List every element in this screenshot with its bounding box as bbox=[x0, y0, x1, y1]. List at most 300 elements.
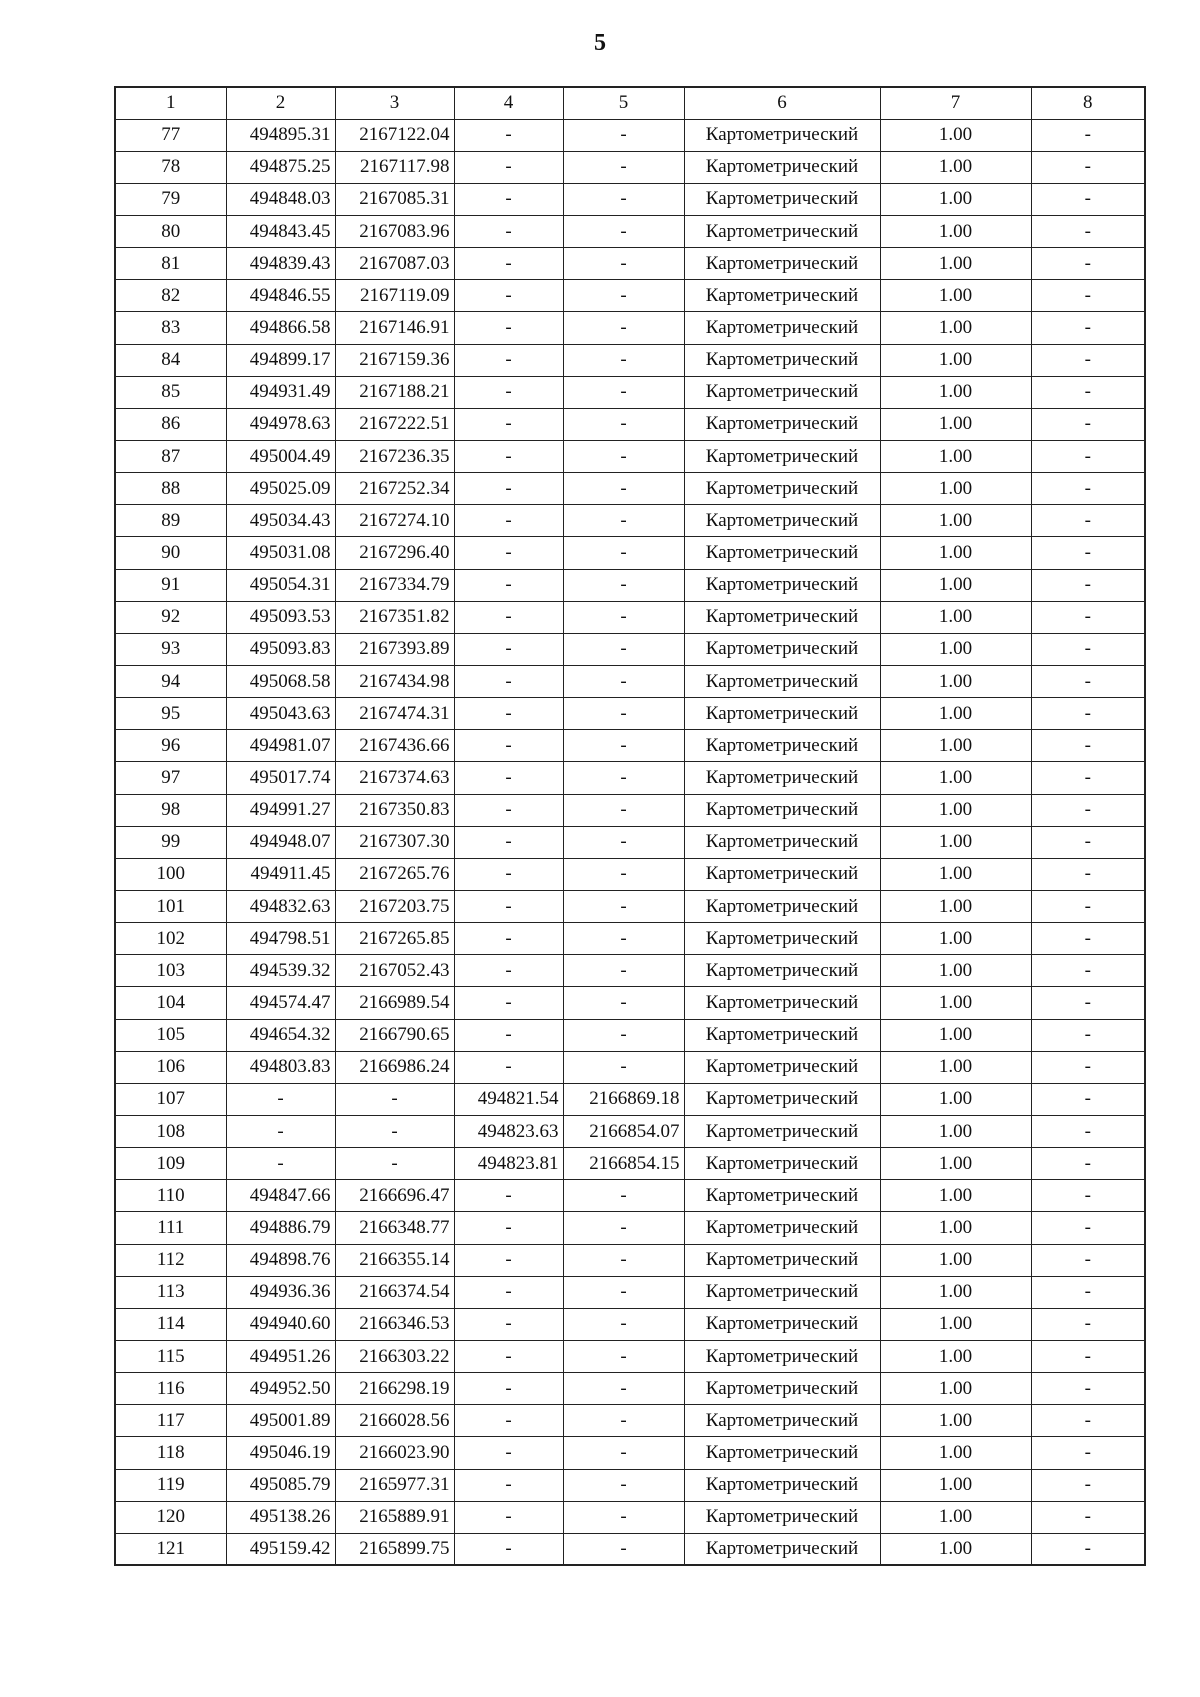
table-body bbox=[115, 119, 1145, 1565]
y-coordinate-cell: 2167085.31 bbox=[335, 183, 454, 215]
y-new-coordinate-cell: - bbox=[563, 1276, 684, 1308]
table-row bbox=[115, 1373, 1145, 1405]
accuracy-cell: 1.00 bbox=[880, 248, 1031, 280]
x-new-coordinate-cell: - bbox=[454, 1373, 563, 1405]
y-new-coordinate-cell: - bbox=[563, 1019, 684, 1051]
x-coordinate-cell: - bbox=[226, 1116, 335, 1148]
accuracy-cell: 1.00 bbox=[880, 923, 1031, 955]
description-cell: - bbox=[1031, 183, 1145, 215]
y-new-coordinate-cell: - bbox=[563, 698, 684, 730]
x-coordinate-cell: 494952.50 bbox=[226, 1373, 335, 1405]
description-cell: - bbox=[1031, 1533, 1145, 1565]
x-new-coordinate-cell: 494821.54 bbox=[454, 1083, 563, 1115]
column-header: 6 bbox=[684, 87, 880, 119]
accuracy-cell: 1.00 bbox=[880, 633, 1031, 665]
table-row bbox=[115, 505, 1145, 537]
description-cell: - bbox=[1031, 633, 1145, 665]
description-cell: - bbox=[1031, 1276, 1145, 1308]
y-coordinate-cell: 2166028.56 bbox=[335, 1405, 454, 1437]
method-cell: Картометрический bbox=[684, 312, 880, 344]
column-header: 3 bbox=[335, 87, 454, 119]
y-new-coordinate-cell: - bbox=[563, 280, 684, 312]
column-header: 2 bbox=[226, 87, 335, 119]
accuracy-cell: 1.00 bbox=[880, 1373, 1031, 1405]
method-cell: Картометрический bbox=[684, 666, 880, 698]
table-row bbox=[115, 248, 1145, 280]
accuracy-cell: 1.00 bbox=[880, 1116, 1031, 1148]
point-number-cell: 103 bbox=[115, 955, 226, 987]
table-row bbox=[115, 1083, 1145, 1115]
point-number-cell: 83 bbox=[115, 312, 226, 344]
y-new-coordinate-cell: - bbox=[563, 441, 684, 473]
table-row bbox=[115, 1244, 1145, 1276]
y-coordinate-cell: 2167265.85 bbox=[335, 923, 454, 955]
description-cell: - bbox=[1031, 473, 1145, 505]
table-row bbox=[115, 1308, 1145, 1340]
x-coordinate-cell: 494951.26 bbox=[226, 1340, 335, 1372]
description-cell: - bbox=[1031, 1437, 1145, 1469]
method-cell: Картометрический bbox=[684, 601, 880, 633]
accuracy-cell: 1.00 bbox=[880, 569, 1031, 601]
method-cell: Картометрический bbox=[684, 1276, 880, 1308]
x-coordinate-cell: 494981.07 bbox=[226, 730, 335, 762]
y-new-coordinate-cell: - bbox=[563, 151, 684, 183]
x-new-coordinate-cell: - bbox=[454, 730, 563, 762]
method-cell: Картометрический bbox=[684, 248, 880, 280]
x-coordinate-cell: 494847.66 bbox=[226, 1180, 335, 1212]
accuracy-cell: 1.00 bbox=[880, 1340, 1031, 1372]
table-row bbox=[115, 1051, 1145, 1083]
y-coordinate-cell: 2167087.03 bbox=[335, 248, 454, 280]
table-header-row bbox=[115, 87, 1145, 119]
y-new-coordinate-cell: - bbox=[563, 344, 684, 376]
x-new-coordinate-cell: - bbox=[454, 344, 563, 376]
x-coordinate-cell: 495093.83 bbox=[226, 633, 335, 665]
table-row bbox=[115, 473, 1145, 505]
x-new-coordinate-cell: - bbox=[454, 119, 563, 151]
table-row bbox=[115, 183, 1145, 215]
x-coordinate-cell: 495034.43 bbox=[226, 505, 335, 537]
x-coordinate-cell: 495004.49 bbox=[226, 441, 335, 473]
x-coordinate-cell: 495054.31 bbox=[226, 569, 335, 601]
description-cell: - bbox=[1031, 601, 1145, 633]
x-new-coordinate-cell: - bbox=[454, 1212, 563, 1244]
accuracy-cell: 1.00 bbox=[880, 119, 1031, 151]
y-coordinate-cell: 2166989.54 bbox=[335, 987, 454, 1019]
y-new-coordinate-cell: - bbox=[563, 1533, 684, 1565]
y-new-coordinate-cell: - bbox=[563, 119, 684, 151]
y-coordinate-cell: 2166374.54 bbox=[335, 1276, 454, 1308]
description-cell: - bbox=[1031, 1501, 1145, 1533]
x-new-coordinate-cell: - bbox=[454, 1437, 563, 1469]
y-coordinate-cell: 2167119.09 bbox=[335, 280, 454, 312]
x-new-coordinate-cell: - bbox=[454, 1405, 563, 1437]
table-row bbox=[115, 569, 1145, 601]
point-number-cell: 91 bbox=[115, 569, 226, 601]
description-cell: - bbox=[1031, 858, 1145, 890]
description-cell: - bbox=[1031, 1373, 1145, 1405]
point-number-cell: 112 bbox=[115, 1244, 226, 1276]
y-new-coordinate-cell: - bbox=[563, 1244, 684, 1276]
accuracy-cell: 1.00 bbox=[880, 1501, 1031, 1533]
accuracy-cell: 1.00 bbox=[880, 344, 1031, 376]
x-coordinate-cell: - bbox=[226, 1148, 335, 1180]
y-coordinate-cell: 2166790.65 bbox=[335, 1019, 454, 1051]
accuracy-cell: 1.00 bbox=[880, 698, 1031, 730]
x-new-coordinate-cell: - bbox=[454, 183, 563, 215]
point-number-cell: 101 bbox=[115, 891, 226, 923]
x-coordinate-cell: 495093.53 bbox=[226, 601, 335, 633]
description-cell: - bbox=[1031, 666, 1145, 698]
coordinates-table bbox=[114, 86, 1146, 1566]
y-coordinate-cell: 2167307.30 bbox=[335, 826, 454, 858]
y-coordinate-cell: 2167188.21 bbox=[335, 376, 454, 408]
x-coordinate-cell: 494978.63 bbox=[226, 408, 335, 440]
accuracy-cell: 1.00 bbox=[880, 826, 1031, 858]
description-cell: - bbox=[1031, 280, 1145, 312]
table-row bbox=[115, 1501, 1145, 1533]
accuracy-cell: 1.00 bbox=[880, 1308, 1031, 1340]
method-cell: Картометрический bbox=[684, 151, 880, 183]
description-cell: - bbox=[1031, 505, 1145, 537]
method-cell: Картометрический bbox=[684, 1180, 880, 1212]
y-new-coordinate-cell: - bbox=[563, 1212, 684, 1244]
method-cell: Картометрический bbox=[684, 1212, 880, 1244]
y-coordinate-cell: 2167236.35 bbox=[335, 441, 454, 473]
x-new-coordinate-cell: - bbox=[454, 151, 563, 183]
x-coordinate-cell: 494898.76 bbox=[226, 1244, 335, 1276]
accuracy-cell: 1.00 bbox=[880, 537, 1031, 569]
table-row bbox=[115, 762, 1145, 794]
x-coordinate-cell: 495031.08 bbox=[226, 537, 335, 569]
y-coordinate-cell: 2167474.31 bbox=[335, 698, 454, 730]
point-number-cell: 109 bbox=[115, 1148, 226, 1180]
x-new-coordinate-cell: - bbox=[454, 537, 563, 569]
column-header: 4 bbox=[454, 87, 563, 119]
y-coordinate-cell: 2167052.43 bbox=[335, 955, 454, 987]
table-row bbox=[115, 923, 1145, 955]
description-cell: - bbox=[1031, 891, 1145, 923]
x-new-coordinate-cell: - bbox=[454, 1533, 563, 1565]
table-row bbox=[115, 1212, 1145, 1244]
description-cell: - bbox=[1031, 923, 1145, 955]
page-number: 5 bbox=[594, 30, 606, 56]
accuracy-cell: 1.00 bbox=[880, 312, 1031, 344]
description-cell: - bbox=[1031, 344, 1145, 376]
y-coordinate-cell: 2167146.91 bbox=[335, 312, 454, 344]
description-cell: - bbox=[1031, 987, 1145, 1019]
point-number-cell: 82 bbox=[115, 280, 226, 312]
y-coordinate-cell: 2167334.79 bbox=[335, 569, 454, 601]
y-new-coordinate-cell: - bbox=[563, 248, 684, 280]
point-number-cell: 90 bbox=[115, 537, 226, 569]
y-new-coordinate-cell: - bbox=[563, 666, 684, 698]
point-number-cell: 89 bbox=[115, 505, 226, 537]
x-coordinate-cell: 495017.74 bbox=[226, 762, 335, 794]
x-new-coordinate-cell: - bbox=[454, 248, 563, 280]
x-new-coordinate-cell: - bbox=[454, 1276, 563, 1308]
y-new-coordinate-cell: - bbox=[563, 183, 684, 215]
x-new-coordinate-cell: - bbox=[454, 955, 563, 987]
description-cell: - bbox=[1031, 216, 1145, 248]
x-new-coordinate-cell: - bbox=[454, 408, 563, 440]
table-row bbox=[115, 280, 1145, 312]
method-cell: Картометрический bbox=[684, 987, 880, 1019]
table-row bbox=[115, 891, 1145, 923]
method-cell: Картометрический bbox=[684, 826, 880, 858]
accuracy-cell: 1.00 bbox=[880, 762, 1031, 794]
y-coordinate-cell: 2165899.75 bbox=[335, 1533, 454, 1565]
method-cell: Картометрический bbox=[684, 633, 880, 665]
y-coordinate-cell: 2167351.82 bbox=[335, 601, 454, 633]
table-row bbox=[115, 794, 1145, 826]
point-number-cell: 105 bbox=[115, 1019, 226, 1051]
y-coordinate-cell: 2166696.47 bbox=[335, 1180, 454, 1212]
point-number-cell: 121 bbox=[115, 1533, 226, 1565]
table-row bbox=[115, 826, 1145, 858]
table-row bbox=[115, 1469, 1145, 1501]
table-row bbox=[115, 216, 1145, 248]
method-cell: Картометрический bbox=[684, 537, 880, 569]
table-row bbox=[115, 1019, 1145, 1051]
point-number-cell: 79 bbox=[115, 183, 226, 215]
accuracy-cell: 1.00 bbox=[880, 891, 1031, 923]
method-cell: Картометрический bbox=[684, 955, 880, 987]
y-coordinate-cell: 2167265.76 bbox=[335, 858, 454, 890]
x-coordinate-cell: 494803.83 bbox=[226, 1051, 335, 1083]
x-new-coordinate-cell: - bbox=[454, 1308, 563, 1340]
method-cell: Картометрический bbox=[684, 762, 880, 794]
point-number-cell: 106 bbox=[115, 1051, 226, 1083]
x-coordinate-cell: 494866.58 bbox=[226, 312, 335, 344]
point-number-cell: 118 bbox=[115, 1437, 226, 1469]
y-new-coordinate-cell: - bbox=[563, 762, 684, 794]
point-number-cell: 110 bbox=[115, 1180, 226, 1212]
y-coordinate-cell: - bbox=[335, 1148, 454, 1180]
column-header: 1 bbox=[115, 87, 226, 119]
x-new-coordinate-cell: 494823.81 bbox=[454, 1148, 563, 1180]
y-new-coordinate-cell: - bbox=[563, 1340, 684, 1372]
point-number-cell: 95 bbox=[115, 698, 226, 730]
x-new-coordinate-cell: - bbox=[454, 312, 563, 344]
table-row bbox=[115, 151, 1145, 183]
y-new-coordinate-cell: - bbox=[563, 1469, 684, 1501]
description-cell: - bbox=[1031, 441, 1145, 473]
method-cell: Картометрический bbox=[684, 1469, 880, 1501]
description-cell: - bbox=[1031, 408, 1145, 440]
description-cell: - bbox=[1031, 698, 1145, 730]
point-number-cell: 96 bbox=[115, 730, 226, 762]
x-coordinate-cell: 494843.45 bbox=[226, 216, 335, 248]
point-number-cell: 97 bbox=[115, 762, 226, 794]
y-new-coordinate-cell: - bbox=[563, 1180, 684, 1212]
method-cell: Картометрический bbox=[684, 794, 880, 826]
point-number-cell: 92 bbox=[115, 601, 226, 633]
method-cell: Картометрический bbox=[684, 473, 880, 505]
method-cell: Картометрический bbox=[684, 216, 880, 248]
y-new-coordinate-cell: - bbox=[563, 1501, 684, 1533]
point-number-cell: 113 bbox=[115, 1276, 226, 1308]
y-coordinate-cell: 2166298.19 bbox=[335, 1373, 454, 1405]
y-coordinate-cell: - bbox=[335, 1083, 454, 1115]
method-cell: Картометрический bbox=[684, 1501, 880, 1533]
table-row bbox=[115, 537, 1145, 569]
table-row bbox=[115, 1533, 1145, 1565]
y-new-coordinate-cell: - bbox=[563, 376, 684, 408]
accuracy-cell: 1.00 bbox=[880, 473, 1031, 505]
accuracy-cell: 1.00 bbox=[880, 955, 1031, 987]
y-coordinate-cell: 2167083.96 bbox=[335, 216, 454, 248]
x-coordinate-cell: 495001.89 bbox=[226, 1405, 335, 1437]
x-new-coordinate-cell: - bbox=[454, 1469, 563, 1501]
y-new-coordinate-cell: - bbox=[563, 826, 684, 858]
method-cell: Картометрический bbox=[684, 1244, 880, 1276]
method-cell: Картометрический bbox=[684, 344, 880, 376]
y-new-coordinate-cell: 2166869.18 bbox=[563, 1083, 684, 1115]
method-cell: Картометрический bbox=[684, 1083, 880, 1115]
point-number-cell: 99 bbox=[115, 826, 226, 858]
y-coordinate-cell: 2167159.36 bbox=[335, 344, 454, 376]
point-number-cell: 108 bbox=[115, 1116, 226, 1148]
x-new-coordinate-cell: - bbox=[454, 441, 563, 473]
y-new-coordinate-cell: - bbox=[563, 408, 684, 440]
y-coordinate-cell: 2167222.51 bbox=[335, 408, 454, 440]
x-coordinate-cell: 494991.27 bbox=[226, 794, 335, 826]
point-number-cell: 80 bbox=[115, 216, 226, 248]
description-cell: - bbox=[1031, 1244, 1145, 1276]
table-row bbox=[115, 1116, 1145, 1148]
point-number-cell: 85 bbox=[115, 376, 226, 408]
x-new-coordinate-cell: - bbox=[454, 601, 563, 633]
y-new-coordinate-cell: - bbox=[563, 473, 684, 505]
y-new-coordinate-cell: - bbox=[563, 569, 684, 601]
description-cell: - bbox=[1031, 1019, 1145, 1051]
table-row bbox=[115, 408, 1145, 440]
description-cell: - bbox=[1031, 955, 1145, 987]
point-number-cell: 94 bbox=[115, 666, 226, 698]
table-row bbox=[115, 119, 1145, 151]
y-coordinate-cell: 2167252.34 bbox=[335, 473, 454, 505]
accuracy-cell: 1.00 bbox=[880, 1533, 1031, 1565]
method-cell: Картометрический bbox=[684, 1373, 880, 1405]
description-cell: - bbox=[1031, 730, 1145, 762]
accuracy-cell: 1.00 bbox=[880, 794, 1031, 826]
x-new-coordinate-cell: - bbox=[454, 1244, 563, 1276]
description-cell: - bbox=[1031, 1180, 1145, 1212]
x-coordinate-cell: 494574.47 bbox=[226, 987, 335, 1019]
point-number-cell: 115 bbox=[115, 1340, 226, 1372]
table-row bbox=[115, 1437, 1145, 1469]
description-cell: - bbox=[1031, 762, 1145, 794]
x-coordinate-cell: 494832.63 bbox=[226, 891, 335, 923]
accuracy-cell: 1.00 bbox=[880, 151, 1031, 183]
y-new-coordinate-cell: - bbox=[563, 1308, 684, 1340]
point-number-cell: 81 bbox=[115, 248, 226, 280]
y-coordinate-cell: 2167350.83 bbox=[335, 794, 454, 826]
point-number-cell: 120 bbox=[115, 1501, 226, 1533]
y-new-coordinate-cell: - bbox=[563, 601, 684, 633]
y-coordinate-cell: 2167203.75 bbox=[335, 891, 454, 923]
description-cell: - bbox=[1031, 1116, 1145, 1148]
accuracy-cell: 1.00 bbox=[880, 666, 1031, 698]
method-cell: Картометрический bbox=[684, 505, 880, 537]
accuracy-cell: 1.00 bbox=[880, 1051, 1031, 1083]
point-number-cell: 104 bbox=[115, 987, 226, 1019]
y-new-coordinate-cell: - bbox=[563, 1051, 684, 1083]
method-cell: Картометрический bbox=[684, 1019, 880, 1051]
accuracy-cell: 1.00 bbox=[880, 601, 1031, 633]
x-coordinate-cell: 494798.51 bbox=[226, 923, 335, 955]
y-coordinate-cell: 2167122.04 bbox=[335, 119, 454, 151]
point-number-cell: 87 bbox=[115, 441, 226, 473]
table-row bbox=[115, 376, 1145, 408]
accuracy-cell: 1.00 bbox=[880, 1244, 1031, 1276]
x-coordinate-cell: 494936.36 bbox=[226, 1276, 335, 1308]
method-cell: Картометрический bbox=[684, 923, 880, 955]
accuracy-cell: 1.00 bbox=[880, 1276, 1031, 1308]
description-cell: - bbox=[1031, 1469, 1145, 1501]
accuracy-cell: 1.00 bbox=[880, 987, 1031, 1019]
x-coordinate-cell: 494940.60 bbox=[226, 1308, 335, 1340]
point-number-cell: 114 bbox=[115, 1308, 226, 1340]
x-coordinate-cell: 494839.43 bbox=[226, 248, 335, 280]
method-cell: Картометрический bbox=[684, 1148, 880, 1180]
y-coordinate-cell: 2165889.91 bbox=[335, 1501, 454, 1533]
x-coordinate-cell: 494899.17 bbox=[226, 344, 335, 376]
y-coordinate-cell: 2167434.98 bbox=[335, 666, 454, 698]
method-cell: Картометрический bbox=[684, 1437, 880, 1469]
x-coordinate-cell: - bbox=[226, 1083, 335, 1115]
point-number-cell: 77 bbox=[115, 119, 226, 151]
accuracy-cell: 1.00 bbox=[880, 730, 1031, 762]
x-new-coordinate-cell: - bbox=[454, 505, 563, 537]
x-new-coordinate-cell: - bbox=[454, 216, 563, 248]
description-cell: - bbox=[1031, 794, 1145, 826]
description-cell: - bbox=[1031, 537, 1145, 569]
column-header: 8 bbox=[1031, 87, 1145, 119]
method-cell: Картометрический bbox=[684, 891, 880, 923]
y-coordinate-cell: 2167374.63 bbox=[335, 762, 454, 794]
y-new-coordinate-cell: 2166854.07 bbox=[563, 1116, 684, 1148]
method-cell: Картометрический bbox=[684, 1308, 880, 1340]
x-new-coordinate-cell: - bbox=[454, 633, 563, 665]
method-cell: Картометрический bbox=[684, 730, 880, 762]
x-coordinate-cell: 494911.45 bbox=[226, 858, 335, 890]
x-coordinate-cell: 495068.58 bbox=[226, 666, 335, 698]
table-row bbox=[115, 601, 1145, 633]
x-coordinate-cell: 494654.32 bbox=[226, 1019, 335, 1051]
x-coordinate-cell: 495025.09 bbox=[226, 473, 335, 505]
x-coordinate-cell: 495159.42 bbox=[226, 1533, 335, 1565]
accuracy-cell: 1.00 bbox=[880, 1437, 1031, 1469]
x-coordinate-cell: 495138.26 bbox=[226, 1501, 335, 1533]
method-cell: Картометрический bbox=[684, 1116, 880, 1148]
x-new-coordinate-cell: - bbox=[454, 891, 563, 923]
y-new-coordinate-cell: - bbox=[563, 312, 684, 344]
method-cell: Картометрический bbox=[684, 858, 880, 890]
table-row bbox=[115, 955, 1145, 987]
x-new-coordinate-cell: - bbox=[454, 923, 563, 955]
y-new-coordinate-cell: - bbox=[563, 216, 684, 248]
point-number-cell: 102 bbox=[115, 923, 226, 955]
x-coordinate-cell: 494948.07 bbox=[226, 826, 335, 858]
y-coordinate-cell: 2166303.22 bbox=[335, 1340, 454, 1372]
x-new-coordinate-cell: - bbox=[454, 473, 563, 505]
description-cell: - bbox=[1031, 569, 1145, 601]
x-new-coordinate-cell: - bbox=[454, 1340, 563, 1372]
y-new-coordinate-cell: - bbox=[563, 891, 684, 923]
x-new-coordinate-cell: - bbox=[454, 762, 563, 794]
